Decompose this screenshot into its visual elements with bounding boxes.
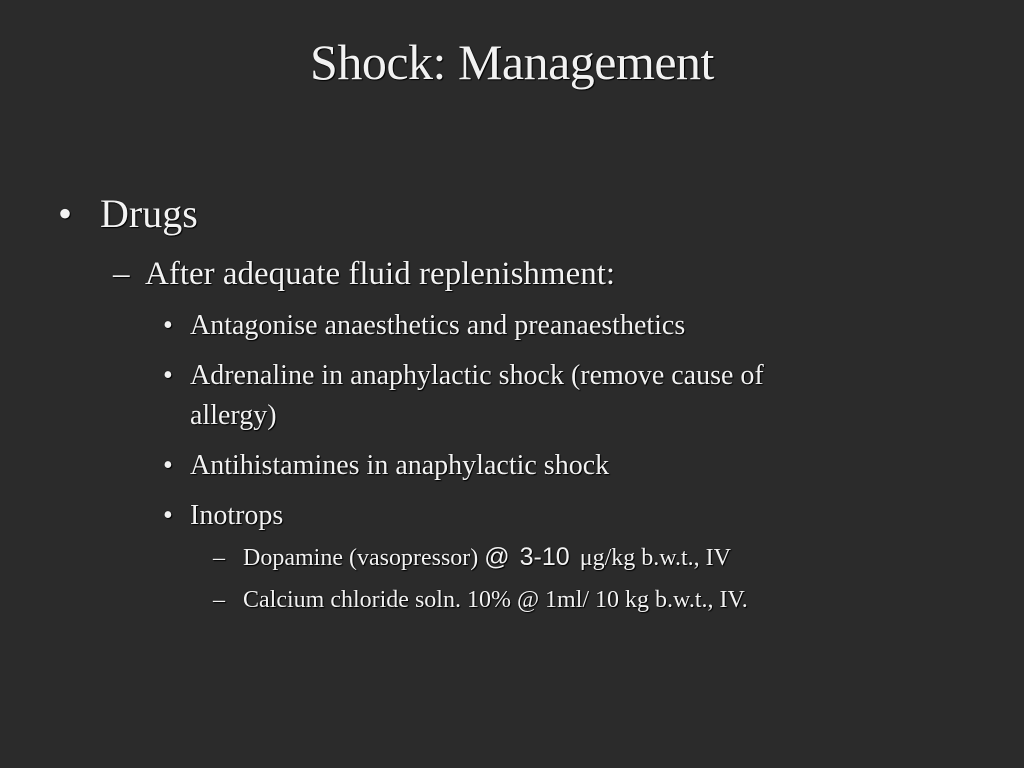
dopamine-prefix: Dopamine (vasopressor) — [243, 545, 479, 571]
slide-title: Shock: Management — [310, 34, 714, 90]
bullet-level4-dopamine — [213, 541, 731, 574]
dopamine-suffix: μg/kg b.w.t., IV — [579, 545, 732, 571]
bullet-text: Calcium chloride soln. 10% @ 1ml/ 10 kg b.w.t., IV. — [243, 587, 748, 613]
bullet-dash-icon: – — [113, 256, 130, 292]
bullet-text: After adequate fluid replenishment: — [145, 256, 616, 292]
dopamine-dose: 3-10 — [519, 543, 570, 571]
bullet-level2-fluid — [113, 254, 615, 294]
bullet-dash-icon: – — [213, 587, 225, 613]
bullet-text: Inotrops — [190, 500, 284, 531]
bullet-dash-icon: – — [213, 545, 225, 571]
bullet-level3-inotrops — [163, 498, 283, 534]
bullet-dot-icon: • — [163, 450, 173, 481]
bullet-text: Adrenaline in anaphylactic shock (remove cause of — [190, 360, 764, 391]
bullet-dot-icon: • — [163, 500, 173, 531]
dopamine-at: @ — [484, 543, 510, 571]
bullet-level3-adrenaline — [163, 358, 764, 394]
bullet-text: Drugs — [100, 191, 198, 236]
bullet-dot-icon: • — [163, 360, 173, 391]
bullet-dot-icon: • — [163, 310, 173, 341]
bullet-text: Antagonise anaesthetics and preanaesthetics — [190, 310, 686, 341]
bullet-level3-antihistamines — [163, 448, 609, 484]
bullet-level4-calcium — [213, 584, 748, 616]
bullet-level3-adrenaline-continued: allergy) — [190, 400, 277, 431]
bullet-level1-drugs — [58, 190, 198, 238]
bullet-dot-icon: • — [58, 191, 73, 236]
bullet-text: Antihistamines in anaphylactic shock — [190, 450, 610, 481]
bullet-level3-antagonise — [163, 308, 685, 344]
